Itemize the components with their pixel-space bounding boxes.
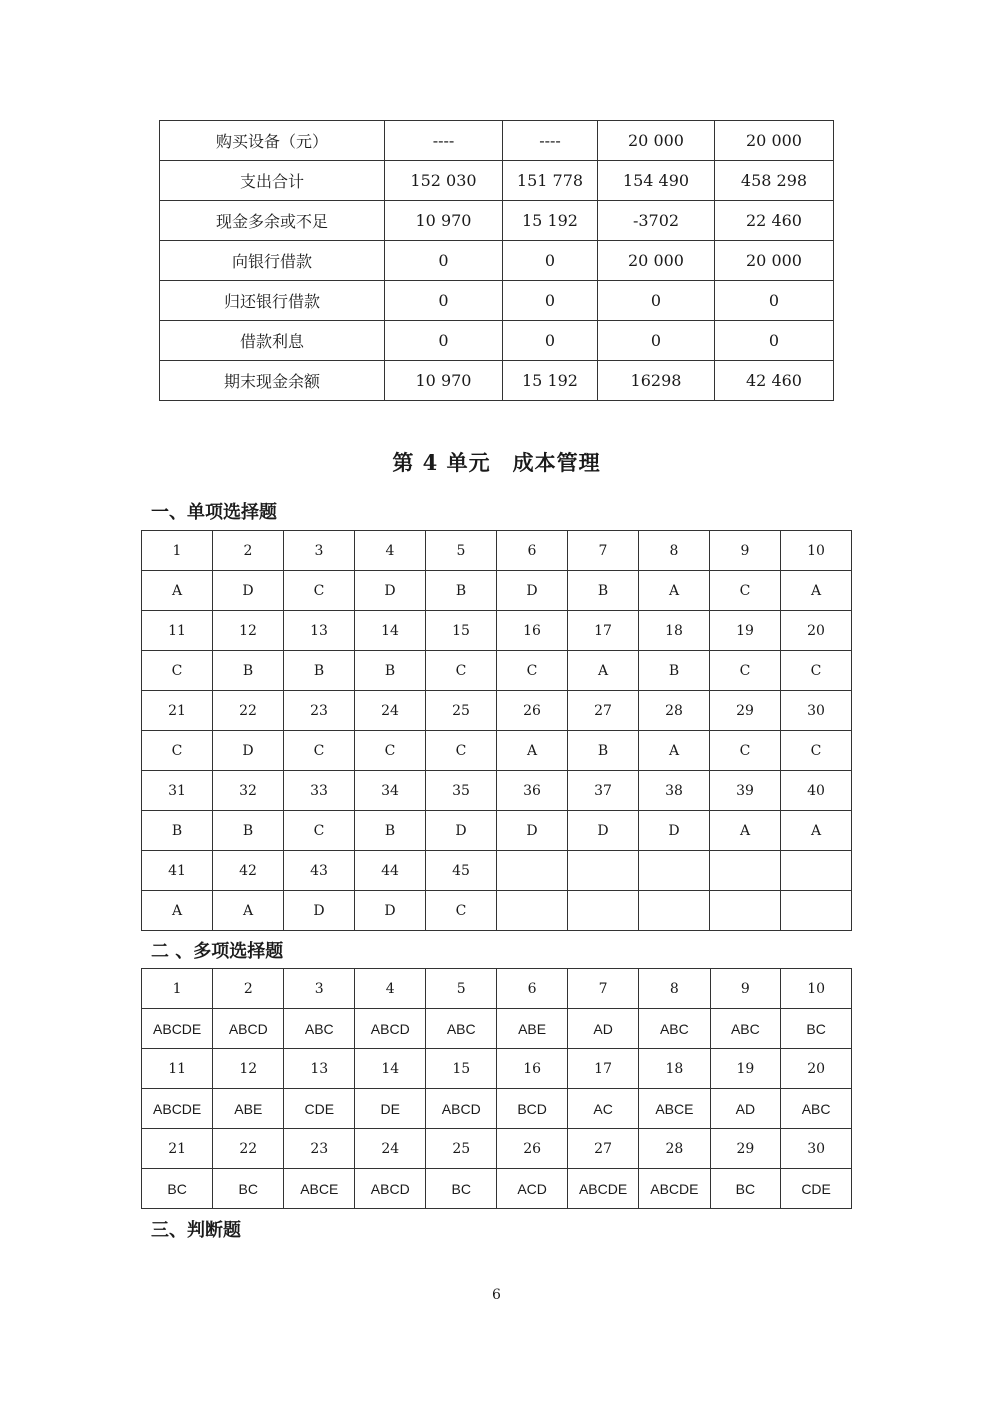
question-number-cell: 45 xyxy=(426,851,497,891)
answer-cell: A xyxy=(781,811,852,851)
cash-cell: ---- xyxy=(503,121,598,161)
answer-cell xyxy=(497,891,568,931)
answer-cell: BC xyxy=(710,1169,781,1209)
cash-cell: 15 192 xyxy=(503,361,598,401)
question-number-cell: 29 xyxy=(710,691,781,731)
answer-cell: ABC xyxy=(710,1009,781,1049)
answer-cell xyxy=(568,891,639,931)
answer-cell: B xyxy=(142,811,213,851)
answer-cell: D xyxy=(355,891,426,931)
cash-table-row xyxy=(160,321,834,361)
cash-cell: 0 xyxy=(598,321,715,361)
question-number-cell: 10 xyxy=(781,969,852,1009)
answer-cell: D xyxy=(639,811,710,851)
question-number-cell: 24 xyxy=(355,1129,426,1169)
answer-cell: D xyxy=(497,571,568,611)
answer-cell: D xyxy=(284,891,355,931)
answer-cell: D xyxy=(213,571,284,611)
answer-cell: BC xyxy=(213,1169,284,1209)
question-number-cell: 7 xyxy=(568,531,639,571)
answer-cell: C xyxy=(426,651,497,691)
answer-cell: A xyxy=(781,571,852,611)
question-number-cell: 21 xyxy=(142,1129,213,1169)
question-number-cell: 15 xyxy=(426,611,497,651)
answer-cell: C xyxy=(710,571,781,611)
question-number-cell: 7 xyxy=(567,969,638,1009)
question-number-cell: 3 xyxy=(284,531,355,571)
section-true-false-title: 三、判断题 xyxy=(151,1220,241,1241)
question-number-cell: 28 xyxy=(639,691,710,731)
question-number-cell: 11 xyxy=(142,1049,213,1089)
answer-cell: A xyxy=(639,731,710,771)
question-number-row xyxy=(142,851,852,891)
question-number-cell xyxy=(639,851,710,891)
question-number-cell: 4 xyxy=(355,969,426,1009)
answer-cell: C xyxy=(710,651,781,691)
question-number-cell: 33 xyxy=(284,771,355,811)
answer-cell: BCD xyxy=(497,1089,568,1129)
answer-cell: ABCD xyxy=(355,1009,426,1049)
answer-cell: C xyxy=(284,571,355,611)
answer-cell: C xyxy=(710,731,781,771)
answer-cell: A xyxy=(568,651,639,691)
answer-cell: D xyxy=(213,731,284,771)
question-number-cell: 12 xyxy=(213,611,284,651)
answer-cell: ABCD xyxy=(426,1089,497,1129)
cash-row-label: 向银行借款 xyxy=(160,241,385,281)
question-number-cell: 22 xyxy=(213,1129,284,1169)
question-number-cell: 6 xyxy=(497,969,568,1009)
answer-cell: A xyxy=(213,891,284,931)
answer-cell: D xyxy=(568,811,639,851)
question-number-cell: 16 xyxy=(497,1049,568,1089)
answer-row xyxy=(142,1089,852,1129)
question-number-cell: 10 xyxy=(781,531,852,571)
answer-cell: A xyxy=(142,571,213,611)
answer-cell xyxy=(639,891,710,931)
question-number-cell: 11 xyxy=(142,611,213,651)
question-number-cell: 42 xyxy=(213,851,284,891)
cash-table-row xyxy=(160,121,834,161)
question-number-cell xyxy=(710,851,781,891)
question-number-cell: 2 xyxy=(213,969,284,1009)
answer-cell: A xyxy=(710,811,781,851)
cash-cell: 0 xyxy=(385,281,503,321)
answer-cell: C xyxy=(426,731,497,771)
cash-cell: 42 460 xyxy=(715,361,834,401)
cash-cell: 0 xyxy=(598,281,715,321)
section-multiple-choice-title: 二 、多项选择题 xyxy=(151,941,284,962)
cash-cell: 151 778 xyxy=(503,161,598,201)
question-number-cell: 41 xyxy=(142,851,213,891)
answer-cell: ACD xyxy=(497,1169,568,1209)
question-number-cell: 26 xyxy=(497,691,568,731)
answer-cell: D xyxy=(355,571,426,611)
answer-cell: DE xyxy=(355,1089,426,1129)
question-number-cell: 22 xyxy=(213,691,284,731)
answer-row xyxy=(142,811,852,851)
question-number-cell: 25 xyxy=(426,1129,497,1169)
question-number-row xyxy=(142,771,852,811)
answer-cell: ABE xyxy=(497,1009,568,1049)
question-number-cell: 25 xyxy=(426,691,497,731)
question-number-row xyxy=(142,969,852,1009)
cash-cell: 10 970 xyxy=(385,361,503,401)
question-number-cell: 9 xyxy=(710,969,781,1009)
answer-cell: D xyxy=(426,811,497,851)
answer-cell: C xyxy=(284,731,355,771)
question-number-cell: 23 xyxy=(284,691,355,731)
answer-cell: B xyxy=(355,811,426,851)
answer-cell: C xyxy=(781,731,852,771)
cash-row-label: 借款利息 xyxy=(160,321,385,361)
question-number-cell: 19 xyxy=(710,1049,781,1089)
answer-row xyxy=(142,1009,852,1049)
question-number-cell: 29 xyxy=(710,1129,781,1169)
cash-cell: 10 970 xyxy=(385,201,503,241)
cash-cell: 15 192 xyxy=(503,201,598,241)
cash-row-label: 归还银行借款 xyxy=(160,281,385,321)
question-number-cell: 18 xyxy=(639,611,710,651)
cash-cell: 22 460 xyxy=(715,201,834,241)
question-number-cell: 17 xyxy=(568,611,639,651)
question-number-cell: 26 xyxy=(497,1129,568,1169)
question-number-cell: 20 xyxy=(781,1049,852,1089)
answer-cell: ABCE xyxy=(639,1089,710,1129)
question-number-cell: 17 xyxy=(567,1049,638,1089)
cash-cell: 0 xyxy=(385,321,503,361)
question-number-cell: 44 xyxy=(355,851,426,891)
cash-cell: 458 298 xyxy=(715,161,834,201)
answer-cell: ABC xyxy=(781,1089,852,1129)
answer-cell: A xyxy=(142,891,213,931)
answer-cell: B xyxy=(213,811,284,851)
answer-cell: C xyxy=(284,811,355,851)
question-number-row xyxy=(142,691,852,731)
cash-cell: 16298 xyxy=(598,361,715,401)
cash-table-row xyxy=(160,281,834,321)
answer-cell: C xyxy=(142,651,213,691)
cash-cell: 0 xyxy=(503,281,598,321)
answer-cell: B xyxy=(355,651,426,691)
question-number-cell: 5 xyxy=(426,969,497,1009)
cash-cell: 0 xyxy=(503,241,598,281)
question-number-cell: 40 xyxy=(781,771,852,811)
answer-cell: D xyxy=(497,811,568,851)
answer-cell: BC xyxy=(142,1169,213,1209)
question-number-cell: 5 xyxy=(426,531,497,571)
cash-row-label: 支出合计 xyxy=(160,161,385,201)
answer-cell: B xyxy=(639,651,710,691)
question-number-cell: 8 xyxy=(639,531,710,571)
answer-cell: ABC xyxy=(426,1009,497,1049)
question-number-cell: 28 xyxy=(639,1129,710,1169)
answer-cell: B xyxy=(568,571,639,611)
answer-cell: C xyxy=(142,731,213,771)
answer-cell: ABCD xyxy=(213,1009,284,1049)
answer-cell xyxy=(710,891,781,931)
question-number-cell: 30 xyxy=(781,1129,852,1169)
answer-cell xyxy=(781,891,852,931)
question-number-cell: 6 xyxy=(497,531,568,571)
answer-cell: ABCDE xyxy=(142,1009,213,1049)
question-number-cell: 27 xyxy=(567,1129,638,1169)
answer-row xyxy=(142,1169,852,1209)
question-number-cell: 27 xyxy=(568,691,639,731)
question-number-cell: 39 xyxy=(710,771,781,811)
answer-cell: ABC xyxy=(284,1009,355,1049)
answer-cell: ABCDE xyxy=(567,1169,638,1209)
question-number-cell: 14 xyxy=(355,1049,426,1089)
question-number-cell: 34 xyxy=(355,771,426,811)
question-number-cell: 31 xyxy=(142,771,213,811)
cash-cell: -3702 xyxy=(598,201,715,241)
answer-cell: BC xyxy=(426,1169,497,1209)
answer-row xyxy=(142,651,852,691)
cash-cell: 154 490 xyxy=(598,161,715,201)
cash-cell: 0 xyxy=(385,241,503,281)
question-number-row xyxy=(142,611,852,651)
answer-cell: B xyxy=(284,651,355,691)
answer-cell: C xyxy=(781,651,852,691)
question-number-cell xyxy=(497,851,568,891)
cash-table-row xyxy=(160,161,834,201)
question-number-row xyxy=(142,531,852,571)
answer-cell: ABCDE xyxy=(639,1169,710,1209)
cash-row-label: 期末现金余额 xyxy=(160,361,385,401)
question-number-cell: 37 xyxy=(568,771,639,811)
question-number-cell: 30 xyxy=(781,691,852,731)
answer-cell: B xyxy=(213,651,284,691)
question-number-cell: 2 xyxy=(213,531,284,571)
answer-cell: ABCDE xyxy=(142,1089,213,1129)
cash-cell: 0 xyxy=(715,321,834,361)
question-number-cell: 14 xyxy=(355,611,426,651)
question-number-cell: 3 xyxy=(284,969,355,1009)
cash-cell: 0 xyxy=(715,281,834,321)
cash-cell: 0 xyxy=(503,321,598,361)
question-number-cell: 20 xyxy=(781,611,852,651)
question-number-cell: 13 xyxy=(284,611,355,651)
question-number-cell: 4 xyxy=(355,531,426,571)
question-number-cell: 43 xyxy=(284,851,355,891)
question-number-cell: 38 xyxy=(639,771,710,811)
answer-cell: BC xyxy=(781,1009,852,1049)
question-number-cell: 9 xyxy=(710,531,781,571)
question-number-cell: 19 xyxy=(710,611,781,651)
answer-cell: A xyxy=(639,571,710,611)
question-number-cell: 1 xyxy=(142,969,213,1009)
answer-row xyxy=(142,731,852,771)
question-number-cell: 15 xyxy=(426,1049,497,1089)
question-number-cell: 21 xyxy=(142,691,213,731)
unit-title: 第 4 单元 成本管理 xyxy=(392,450,601,475)
question-number-cell: 23 xyxy=(284,1129,355,1169)
answer-row xyxy=(142,891,852,931)
answer-cell: AD xyxy=(567,1009,638,1049)
answer-cell: ABCE xyxy=(284,1169,355,1209)
answer-cell: AC xyxy=(567,1089,638,1129)
cash-cell: 20 000 xyxy=(715,121,834,161)
cash-cell: 20 000 xyxy=(598,121,715,161)
answer-cell: C xyxy=(426,891,497,931)
answer-cell: ABC xyxy=(639,1009,710,1049)
single-choice-answer-table xyxy=(141,530,852,931)
question-number-cell xyxy=(568,851,639,891)
question-number-cell: 18 xyxy=(639,1049,710,1089)
answer-cell: B xyxy=(426,571,497,611)
answer-cell: CDE xyxy=(781,1169,852,1209)
answer-cell: ABE xyxy=(213,1089,284,1129)
cash-cell: 152 030 xyxy=(385,161,503,201)
question-number-cell: 35 xyxy=(426,771,497,811)
question-number-cell: 13 xyxy=(284,1049,355,1089)
question-number-cell: 24 xyxy=(355,691,426,731)
cash-cell: 20 000 xyxy=(598,241,715,281)
page-number: 6 xyxy=(492,1287,501,1303)
answer-cell: C xyxy=(497,651,568,691)
cash-table-row xyxy=(160,201,834,241)
question-number-cell xyxy=(781,851,852,891)
question-number-cell: 1 xyxy=(142,531,213,571)
answer-cell: C xyxy=(355,731,426,771)
question-number-cell: 12 xyxy=(213,1049,284,1089)
answer-row xyxy=(142,571,852,611)
answer-cell: AD xyxy=(710,1089,781,1129)
cash-cell: 20 000 xyxy=(715,241,834,281)
cash-row-label: 现金多余或不足 xyxy=(160,201,385,241)
cash-budget-table xyxy=(159,120,834,401)
answer-cell: CDE xyxy=(284,1089,355,1129)
question-number-cell: 8 xyxy=(639,969,710,1009)
cash-cell: ---- xyxy=(385,121,503,161)
cash-row-label: 购买设备（元） xyxy=(160,121,385,161)
question-number-row xyxy=(142,1129,852,1169)
question-number-cell: 16 xyxy=(497,611,568,651)
cash-table-row xyxy=(160,361,834,401)
question-number-row xyxy=(142,1049,852,1089)
multiple-choice-answer-table xyxy=(141,968,852,1209)
answer-cell: B xyxy=(568,731,639,771)
cash-table-row xyxy=(160,241,834,281)
section-single-choice-title: 一、单项选择题 xyxy=(151,502,277,523)
answer-cell: A xyxy=(497,731,568,771)
question-number-cell: 36 xyxy=(497,771,568,811)
question-number-cell: 32 xyxy=(213,771,284,811)
answer-cell: ABCD xyxy=(355,1169,426,1209)
